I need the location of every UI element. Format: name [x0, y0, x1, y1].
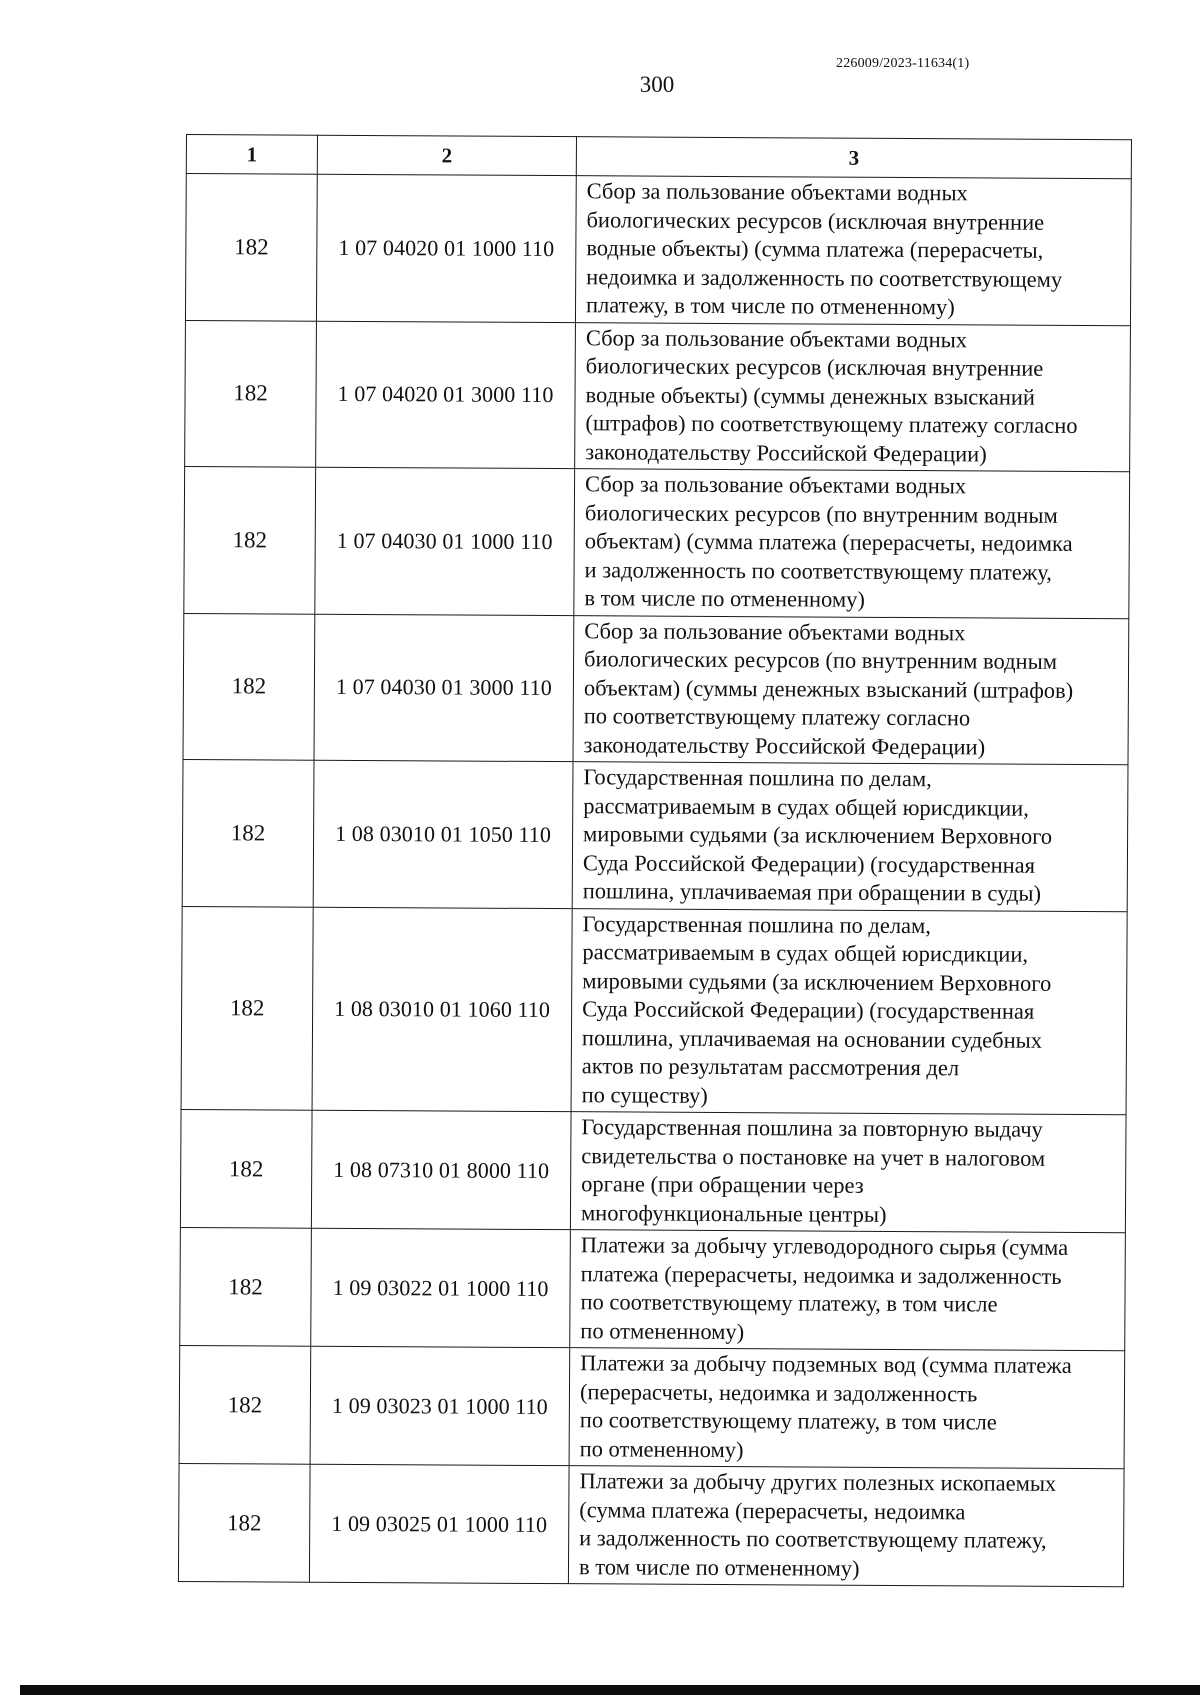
kbk-code-cell: 1 07 04020 01 3000 110 [316, 321, 576, 469]
description-line: (перерасчеты, недоимка и задолженность [579, 1378, 978, 1406]
description-line: пошлина, уплачиваемая при обращении в суды) [582, 878, 1042, 906]
description-cell [575, 322, 1131, 472]
description-cell [575, 176, 1131, 326]
description-line: недоимка и задолженность по соответствующему [586, 263, 1063, 292]
column-header-3: 3 [576, 137, 1131, 179]
description-cell [571, 908, 1127, 1115]
kbk-code-cell: 1 09 03022 01 1000 110 [311, 1228, 571, 1347]
description-line: Платежи за добычу углеводородного сырья (сумма [580, 1232, 1069, 1260]
admin-code-cell: 182 [178, 1463, 310, 1582]
description-cell [570, 1230, 1126, 1351]
admin-code-cell: 182 [180, 1109, 312, 1228]
column-header-1: 1 [186, 135, 317, 175]
kbk-code-cell: 1 08 03010 01 1050 110 [313, 760, 573, 908]
description-line: свидетельства о постановке на учет в налоговом [581, 1142, 1046, 1171]
table-row [183, 613, 1129, 765]
description-line: по соответствующему платежу, в том числе [579, 1407, 997, 1435]
description-line: биологических ресурсов (по внутренним водным [584, 646, 1058, 674]
kbk-code-cell: 1 08 03010 01 1060 110 [312, 907, 572, 1112]
admin-code-cell: 182 [184, 466, 316, 613]
table-row [185, 320, 1131, 472]
description-line: Суда Российской Федерации) (государственная [582, 996, 1035, 1024]
description-line: актов по результатам рассмотрения дел [581, 1053, 960, 1081]
table-row [181, 906, 1127, 1115]
description-line: по отмененному) [579, 1435, 744, 1462]
description-line: в том числе по отмененному) [578, 1553, 860, 1581]
description-cell [573, 615, 1129, 765]
description-line: биологических ресурсов (исключая внутренние [586, 206, 1045, 235]
admin-code-cell: 182 [185, 320, 317, 467]
description-line: многофункциональные центры) [580, 1199, 887, 1227]
description-line: рассматриваемым в судах общей юрисдикции, [583, 792, 1029, 821]
description-line: и задолженность по соответствующему платежу, [584, 556, 1052, 585]
table-row [180, 1109, 1126, 1232]
description-line: Платежи за добычу подземных вод (сумма платежа [580, 1350, 1072, 1378]
table-row [178, 1463, 1124, 1586]
description-line: водные объекты) (суммы денежных взысканий [585, 381, 1036, 410]
description-line: по существу) [581, 1081, 708, 1108]
description-line: платежа (перерасчеты, недоимка и задолженность [580, 1260, 1062, 1289]
table-row [182, 759, 1128, 911]
table-row [185, 174, 1131, 326]
description-cell [574, 469, 1130, 619]
description-line: биологических ресурсов (по внутренним водным [584, 499, 1058, 528]
description-line: рассматриваемым в судах общей юрисдикции, [582, 939, 1029, 967]
description-line: Суда Российской Федерации) (государственная [582, 849, 1036, 878]
admin-code-cell: 182 [182, 759, 314, 906]
description-line: органе (при обращении через [581, 1171, 864, 1198]
description-line: объектам) (суммы денежных взысканий (штрафов) [583, 674, 1074, 703]
description-line: Сбор за пользование объектами водных [584, 617, 966, 645]
table-row [179, 1345, 1125, 1468]
admin-code-cell: 182 [183, 613, 315, 760]
description-line: платежу, в том числе по отмененному) [585, 292, 955, 320]
kbk-code-cell: 1 07 04020 01 1000 110 [316, 174, 576, 322]
description-line: пошлина, уплачиваемая на основании судебных [581, 1024, 1043, 1053]
kbk-code-cell: 1 07 04030 01 3000 110 [314, 614, 574, 762]
description-cell [570, 1112, 1126, 1233]
description-line: мировыми судьями (за исключением Верховного [582, 967, 1052, 996]
description-line: законодательству Российской Федерации) [585, 438, 987, 466]
description-line: объектам) (сумма платежа (перерасчеты, недоимка [584, 528, 1073, 556]
description-line: биологических ресурсов (исключая внутренние [585, 353, 1044, 381]
description-line: Государственная пошлина за повторную выдачу [581, 1114, 1043, 1142]
description-line: по отмененному) [580, 1317, 745, 1344]
description-line: (сумма платежа (перерасчеты, недоимка [579, 1496, 966, 1524]
description-cell [569, 1348, 1125, 1469]
description-line: Сбор за пользование объектами водных [584, 471, 967, 499]
kbk-code-cell: 1 09 03023 01 1000 110 [310, 1346, 570, 1465]
description-line: Сбор за пользование объектами водных [585, 324, 968, 352]
description-line: в том числе по отмененному) [584, 585, 865, 612]
description-cell [568, 1466, 1124, 1587]
table-header-row [186, 135, 1131, 179]
description-line: Сбор за пользование объектами водных [586, 178, 968, 206]
description-line: законодательству Российской Федерации) [583, 731, 986, 759]
description-cell [572, 762, 1128, 912]
description-line: и задолженность по соответствующему платежу, [579, 1525, 1047, 1553]
description-line: мировыми судьями (за исключением Верховного [583, 821, 1053, 849]
table-body [178, 174, 1131, 1587]
description-line: по соответствующему платежу согласно [583, 703, 971, 731]
column-header-2: 2 [317, 135, 576, 175]
admin-code-cell: 182 [179, 1345, 311, 1464]
admin-code-cell: 182 [180, 1227, 312, 1346]
table-row [180, 1227, 1126, 1350]
description-line: Государственная пошлина по делам, [583, 764, 932, 792]
budget-codes-table [178, 134, 1132, 1587]
description-line: Платежи за добычу других полезных ископаемых [579, 1468, 1057, 1496]
description-line: Государственная пошлина по делам, [582, 910, 932, 938]
admin-code-cell: 182 [185, 174, 317, 321]
page-number: 300 [639, 72, 675, 97]
kbk-code-cell: 1 07 04030 01 1000 110 [315, 467, 575, 615]
kbk-code-cell: 1 09 03025 01 1000 110 [309, 1464, 569, 1583]
document-id: 226009/2023-11634(1) [836, 56, 970, 71]
scan-edge-bar [20, 1685, 1200, 1695]
table-row [184, 466, 1130, 618]
admin-code-cell: 182 [181, 906, 313, 1110]
kbk-code-cell: 1 08 07310 01 8000 110 [311, 1110, 571, 1229]
description-line: водные объекты) (сумма платежа (перерасчеты, [586, 235, 1044, 263]
description-line: (штрафов) по соответствующему платежу согласно [585, 410, 1078, 438]
description-line: по соответствующему платежу, в том числе [580, 1289, 998, 1317]
